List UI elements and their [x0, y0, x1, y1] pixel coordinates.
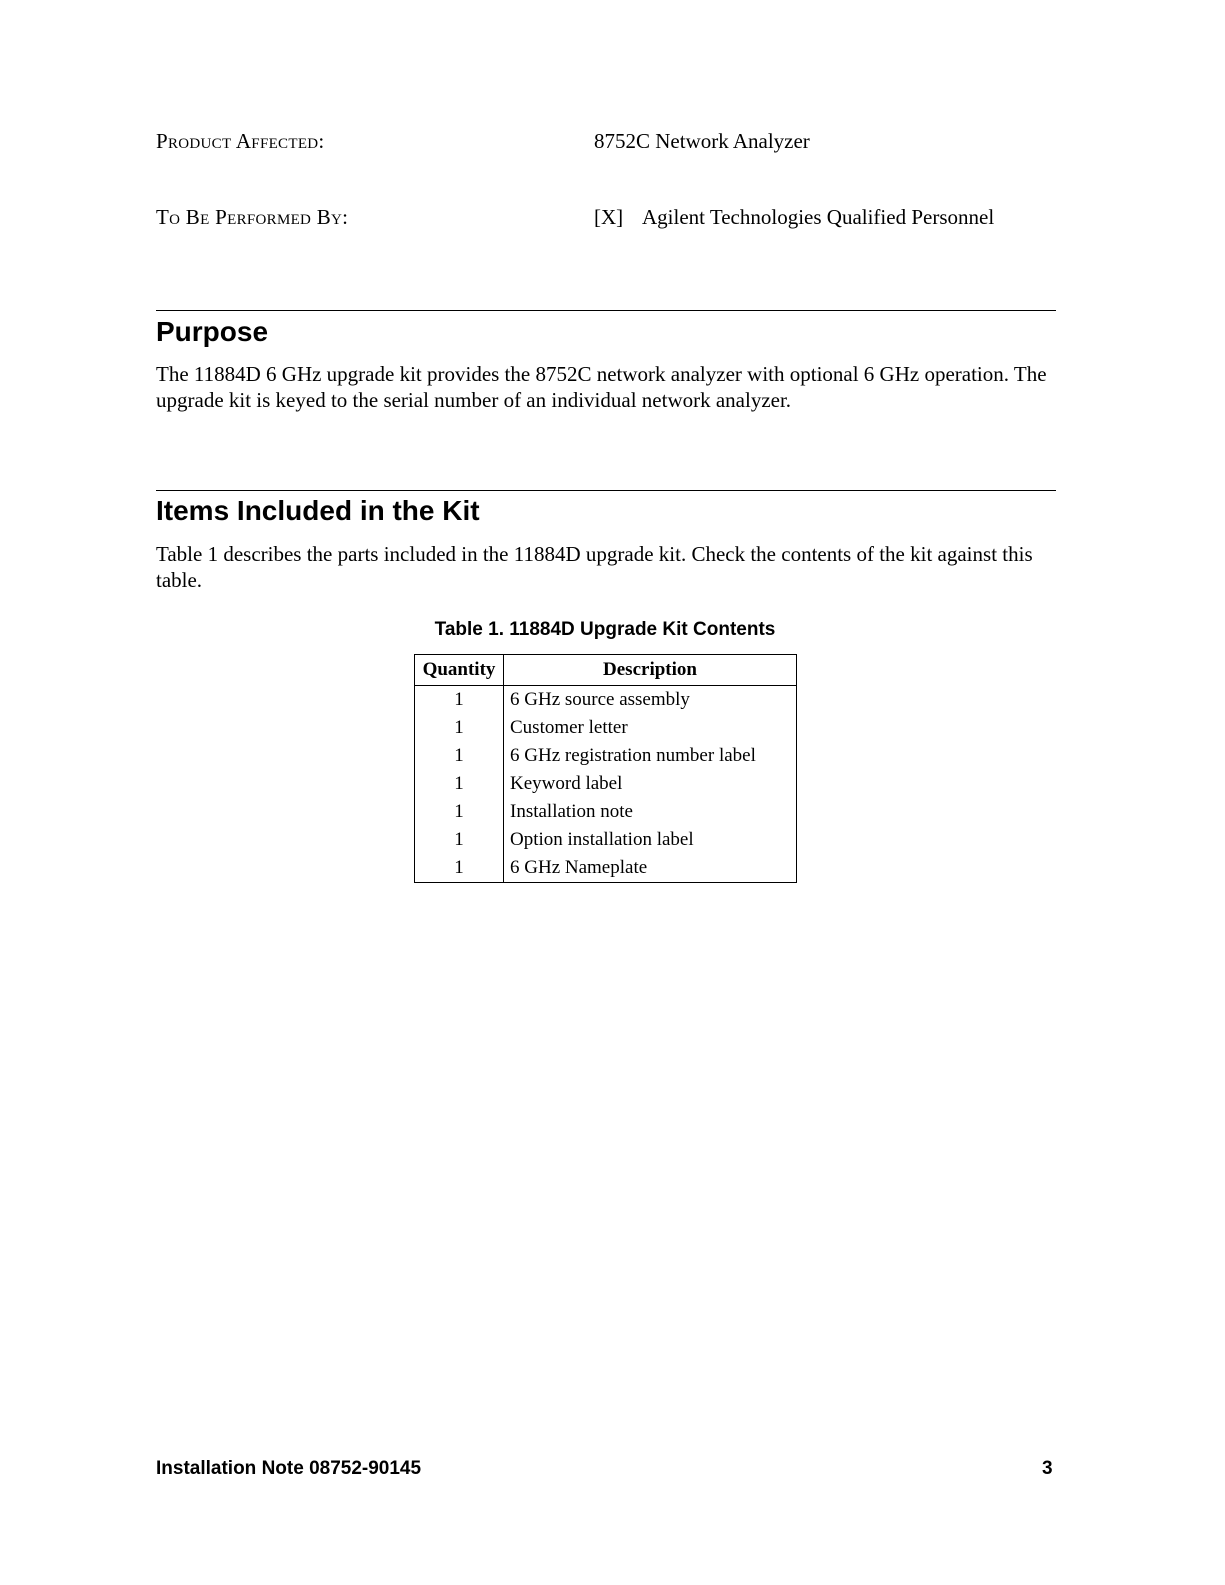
- footer-page-number: 3: [1042, 1458, 1053, 1479]
- table-row: [415, 742, 797, 770]
- description-cell: Customer letter: [504, 714, 797, 742]
- quantity-cell: 1: [415, 798, 504, 826]
- kit-contents-table: [414, 654, 797, 883]
- quantity-cell: 1: [415, 742, 504, 770]
- description-cell: Option installation label: [504, 826, 797, 854]
- purpose-paragraph: The 11884D 6 GHz upgrade kit provides the 8752C network analyzer with optional 6 GHz operation. The upgrade kit is keyed to the serial number of an individual network analyzer.: [156, 362, 1047, 412]
- footer-doc-id: Installation Note 08752-90145: [156, 1458, 422, 1479]
- description-cell: Installation note: [504, 798, 797, 826]
- section-divider: [156, 490, 1056, 491]
- kit-items-heading: Items Included in the Kit: [156, 495, 480, 526]
- performed-by-label: To Be Performed By:: [156, 205, 349, 229]
- description-cell: Keyword label: [504, 770, 797, 798]
- table-header-row: [415, 655, 797, 686]
- performed-by-checkbox: [X]: [594, 205, 624, 229]
- table-caption: Table 1. 11884D Upgrade Kit Contents: [434, 619, 776, 640]
- column-header-description: Description: [504, 655, 797, 686]
- description-cell: 6 GHz Nameplate: [504, 854, 797, 883]
- table-row: [415, 714, 797, 742]
- product-affected-label: Product Affected:: [156, 129, 325, 153]
- table-row: [415, 770, 797, 798]
- performed-by-value-group: [594, 205, 994, 230]
- table-row: [415, 798, 797, 826]
- description-cell: 6 GHz registration number label: [504, 742, 797, 770]
- table-row: [415, 826, 797, 854]
- quantity-cell: 1: [415, 770, 504, 798]
- quantity-cell: 1: [415, 686, 504, 715]
- description-cell: 6 GHz source assembly: [504, 686, 797, 715]
- column-header-quantity: Quantity: [415, 655, 504, 686]
- table-row: [415, 854, 797, 883]
- purpose-heading: Purpose: [156, 316, 269, 347]
- kit-items-paragraph: Table 1 describes the parts included in the 11884D upgrade kit. Check the contents of the kit against this table.: [156, 542, 1033, 592]
- performed-by-value: Agilent Technologies Qualified Personnel: [642, 205, 995, 229]
- quantity-cell: 1: [415, 854, 504, 883]
- table-row: [415, 686, 797, 715]
- product-affected-value: 8752C Network Analyzer: [594, 129, 810, 153]
- quantity-cell: 1: [415, 714, 504, 742]
- section-divider: [156, 310, 1056, 311]
- quantity-cell: 1: [415, 826, 504, 854]
